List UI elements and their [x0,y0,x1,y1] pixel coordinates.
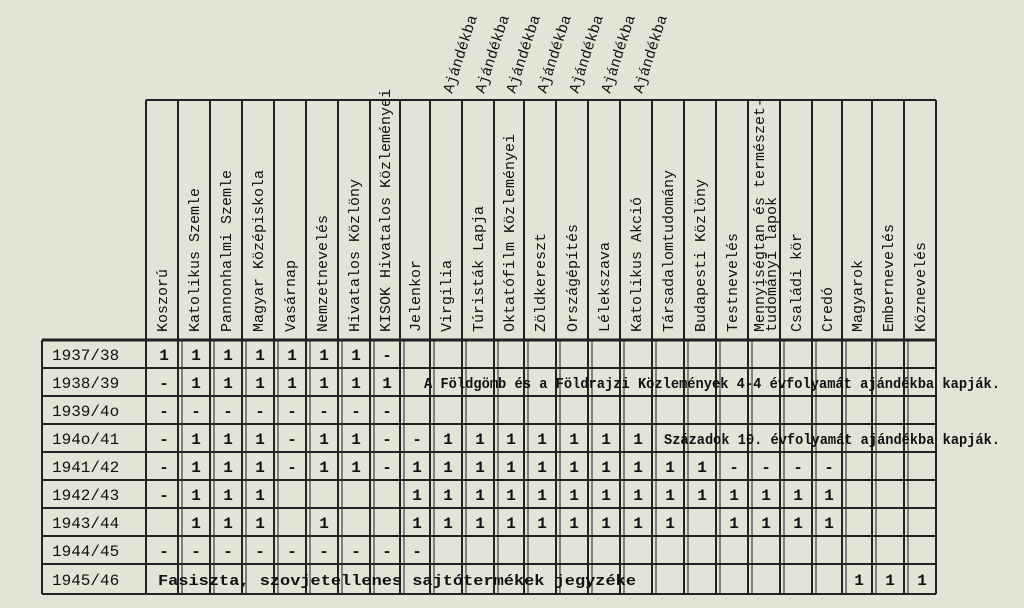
year-label: 1938/39 [52,375,120,393]
table-cell: 1 [159,347,169,365]
column-header: Katolikus Szemle [187,187,204,332]
table-cell: 1 [223,487,233,505]
column-header: Koszorú [155,268,172,332]
column-header: tudományi lapok [764,196,781,332]
table-cell: 1 [729,515,739,533]
table-cell: 1 [319,515,329,533]
column-header: Testnevelés [725,232,742,332]
column-header: Vasárnap [283,259,300,332]
table-cell: - [382,431,392,449]
table-cell: 1 [697,487,707,505]
table-cell: 1 [824,487,834,505]
table-cell: 1 [319,459,329,477]
column-header: Mennyiségtan és természet- [752,97,769,332]
table-cell: - [223,543,233,561]
table-cell: 1 [191,515,201,533]
row-note: Fasiszta, szovjetellenes sajtótermékek jegyzéke [158,573,636,590]
table-cell: 1 [351,375,361,393]
gift-label: Ajándékba [630,13,672,96]
column-header: Túristák Lapja [471,205,488,332]
table-cell: 1 [255,487,265,505]
gift-label: Ajándékba [472,13,514,96]
column-header: Katolikus Akció [629,196,646,332]
year-label: 1941/42 [52,459,120,477]
table-cell: 1 [506,487,516,505]
table-cell: 1 [633,431,643,449]
gift-label: Ajándékba [598,13,640,96]
table-cell: 1 [569,431,579,449]
row-note: Századok 10. évfolyamát ajándékba kapják. [664,432,1000,449]
table-cell: 1 [255,375,265,393]
table-cell: - [319,543,329,561]
year-label: 1945/46 [52,572,120,590]
table-cell: - [159,543,169,561]
column-header: Lélekszava [597,241,614,332]
row-note: A Földgömb és a Földrajzi Közlemények 4-4 évfolyamát ajándékba kapják. [424,376,1000,393]
column-header: Hivatalos Közlöny [347,178,364,332]
table-cell: 1 [761,487,771,505]
column-header: Köznevelés [913,241,930,332]
table-cell: 1 [665,459,675,477]
table-cell: 1 [443,487,453,505]
table-cell: 1 [443,515,453,533]
table-cell: 1 [537,487,547,505]
table-cell: 1 [697,459,707,477]
column-header: Budapesti Közlöny [693,178,710,332]
table-cell: - [412,431,422,449]
table-cell: 1 [917,572,927,590]
table-cell: 1 [824,515,834,533]
table-cell: - [255,403,265,421]
table-cell: 1 [569,515,579,533]
table-cell: 1 [793,487,803,505]
table-cell: - [287,459,297,477]
table-cell: - [159,487,169,505]
column-header: Jelenkor [408,259,425,332]
year-label: 1942/43 [52,487,120,505]
column-header: Embernevelés [881,223,898,332]
table-cell: 1 [191,431,201,449]
table-cell: - [287,403,297,421]
table-cell: 1 [351,459,361,477]
table-cell: - [255,543,265,561]
gift-labels [441,13,672,95]
table-cell: 1 [412,487,422,505]
year-labels [52,347,119,590]
table-cell: - [382,543,392,561]
table-cell: - [824,459,834,477]
column-header: Magyarok [850,259,867,332]
table-cell: 1 [569,487,579,505]
column-header: Virgilia [439,259,456,332]
table-cell: 1 [633,459,643,477]
table-cell: 1 [633,487,643,505]
table-cell: 1 [223,431,233,449]
year-label: 194o/41 [52,431,120,449]
table-cell: 1 [601,459,611,477]
table-cell: 1 [443,431,453,449]
column-header: KISOK Hivatalos Közleményei [378,88,395,332]
table-cell: 1 [191,375,201,393]
table-cell: 1 [475,431,485,449]
column-header: Magyar Középiskola [251,169,268,332]
table-cell: 1 [761,515,771,533]
gift-label: Ajándékba [503,13,545,96]
table-cell: 1 [854,572,864,590]
table-cell: - [382,347,392,365]
table-cell: 1 [319,431,329,449]
year-label: 1937/38 [52,347,120,365]
table-cell: 1 [412,459,422,477]
table-cell: 1 [475,487,485,505]
table-cell: 1 [506,515,516,533]
table-cell: 1 [223,347,233,365]
table-cell: 1 [569,459,579,477]
table-cell: 1 [601,487,611,505]
table-cell: 1 [475,515,485,533]
gift-label: Ajándékba [566,13,608,96]
table-cell: 1 [506,459,516,477]
column-headers [155,89,930,332]
table-cell: 1 [537,431,547,449]
table-cell: 1 [287,375,297,393]
table-cell: 1 [601,431,611,449]
table-cell: - [761,459,771,477]
table-cell: - [351,403,361,421]
column-header: Társadalomtudomány [661,169,678,332]
table-cell: 1 [223,375,233,393]
table-cell: - [191,403,201,421]
table-cell: - [223,403,233,421]
year-label: 1944/45 [52,543,120,561]
table-cell: 1 [506,431,516,449]
gift-label: Ajándékba [440,13,482,96]
table-cell: 1 [191,459,201,477]
column-header: Országépítés [565,223,582,332]
table-cell: 1 [412,515,422,533]
table-cell: 1 [255,515,265,533]
table-cell: 1 [537,459,547,477]
column-header: Nemzetnevelés [315,214,332,332]
table-cell: 1 [601,515,611,533]
table-cell: 1 [475,459,485,477]
table-cell: 1 [191,347,201,365]
table-cell: - [793,459,803,477]
table-cell: 1 [633,515,643,533]
table-cell: - [191,543,201,561]
table-cell: 1 [351,431,361,449]
table-cell: 1 [351,347,361,365]
table-cell: - [382,459,392,477]
column-header: Oktatófilm Közleményei [502,133,519,332]
table-cell: - [159,375,169,393]
gift-label: Ajándékba [534,13,576,96]
year-label: 1939/4o [52,403,120,421]
table-cell: 1 [255,347,265,365]
table-cell: 1 [255,459,265,477]
table-cell: - [287,543,297,561]
column-header: Pannonhalmi Szemle [219,169,236,332]
table-cell: 1 [665,515,675,533]
table-cell: 1 [191,487,201,505]
table-cell: 1 [443,459,453,477]
table-cell: - [729,459,739,477]
table-cell: 1 [885,572,895,590]
table-cell: 1 [729,487,739,505]
table-cell: 1 [665,487,675,505]
table-cell: - [319,403,329,421]
column-header: Családi kör [789,232,806,332]
column-header: Zöldkereszt [533,232,550,332]
table-cell: 1 [537,515,547,533]
year-label: 1943/44 [52,515,120,533]
table-cell: - [351,543,361,561]
table-cell: 1 [223,515,233,533]
table-cell: - [412,543,422,561]
column-header: Credó [820,286,837,332]
table-cell: - [159,459,169,477]
table-cell: 1 [223,459,233,477]
table-cell: 1 [287,347,297,365]
table-cell: - [159,431,169,449]
row-notes [158,376,1000,590]
table-cell: - [287,431,297,449]
table-cell: - [159,403,169,421]
table-cell: 1 [255,431,265,449]
table-cell: 1 [319,375,329,393]
table-cell: 1 [793,515,803,533]
table-cell: 1 [382,375,392,393]
table-cell: - [382,403,392,421]
table-cell: 1 [319,347,329,365]
